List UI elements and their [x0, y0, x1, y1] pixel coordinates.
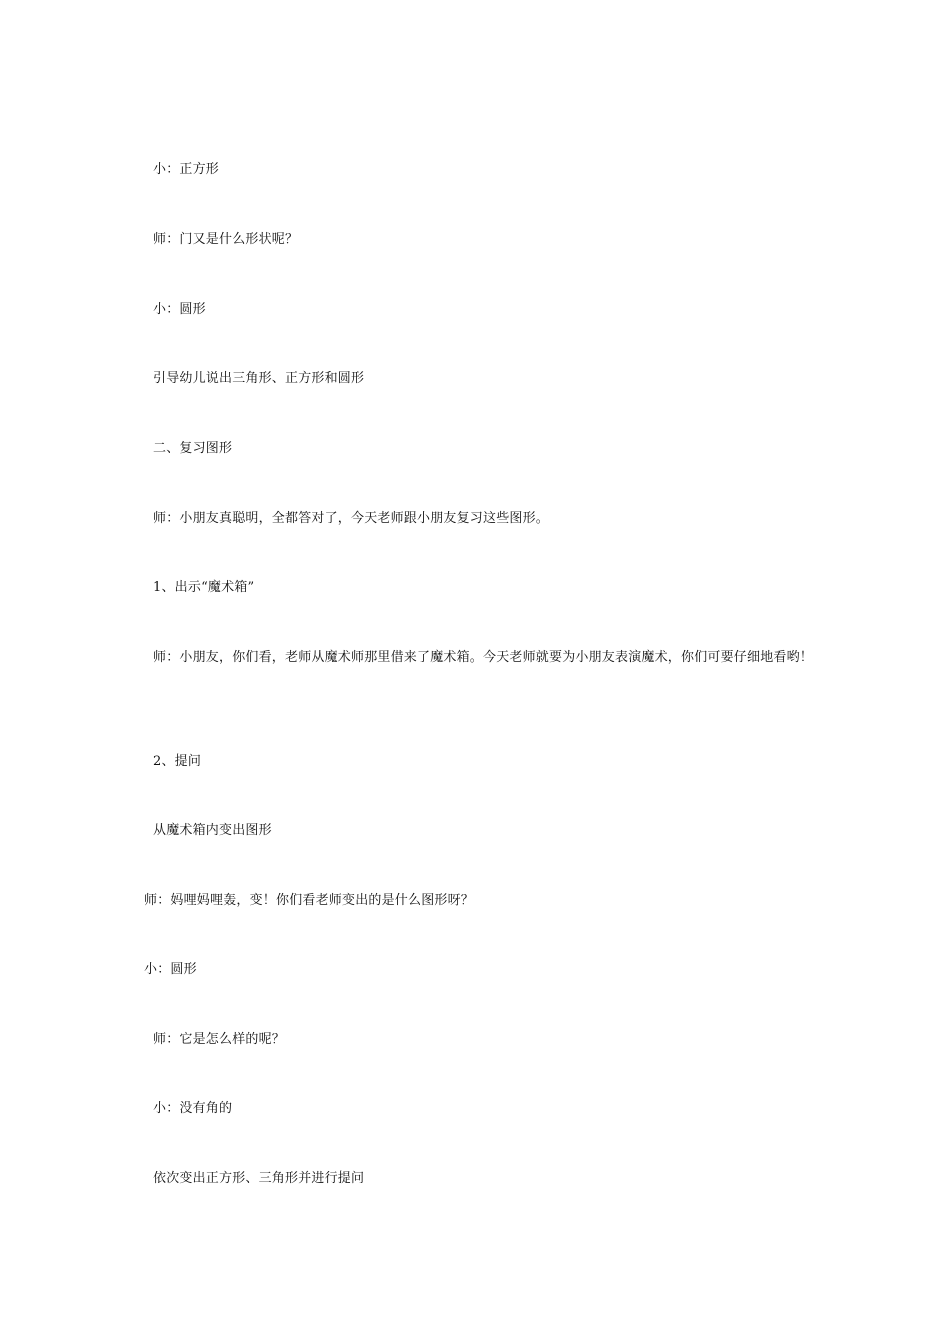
paragraph-instruction: 依次变出正方形、三角形并进行提问 [153, 1171, 365, 1186]
paragraph-dialogue: 师：妈哩妈哩轰，变！你们看老师变出的是什么图形呀？ [144, 893, 475, 908]
paragraph-dialogue: 小：正方形 [153, 162, 220, 177]
paragraph-dialogue: 师：小朋友，你们看，老师从魔术师那里借来了魔术箱。今天老师就要为小朋友表演魔术，你们可要仔细地看哟！ [153, 650, 814, 665]
section-heading: 二、复习图形 [153, 441, 233, 456]
paragraph-dialogue: 师：它是怎么样的呢？ [153, 1032, 286, 1047]
paragraph-dialogue: 小：圆形 [144, 962, 197, 977]
paragraph-dialogue: 师：小朋友真聪明，全都答对了，今天老师跟小朋友复习这些图形。 [153, 511, 550, 526]
paragraph-instruction: 引导幼儿说出三角形、正方形和圆形 [153, 371, 365, 386]
step-heading: 1、出示“魔术箱” [153, 580, 255, 595]
paragraph-dialogue: 小：圆形 [153, 302, 206, 317]
step-heading: 2、提问 [153, 754, 202, 769]
paragraph-instruction: 从魔术箱内变出图形 [153, 823, 272, 838]
paragraph-dialogue: 师：门又是什么形状呢？ [153, 232, 299, 247]
paragraph-dialogue: 小：没有角的 [153, 1101, 233, 1116]
